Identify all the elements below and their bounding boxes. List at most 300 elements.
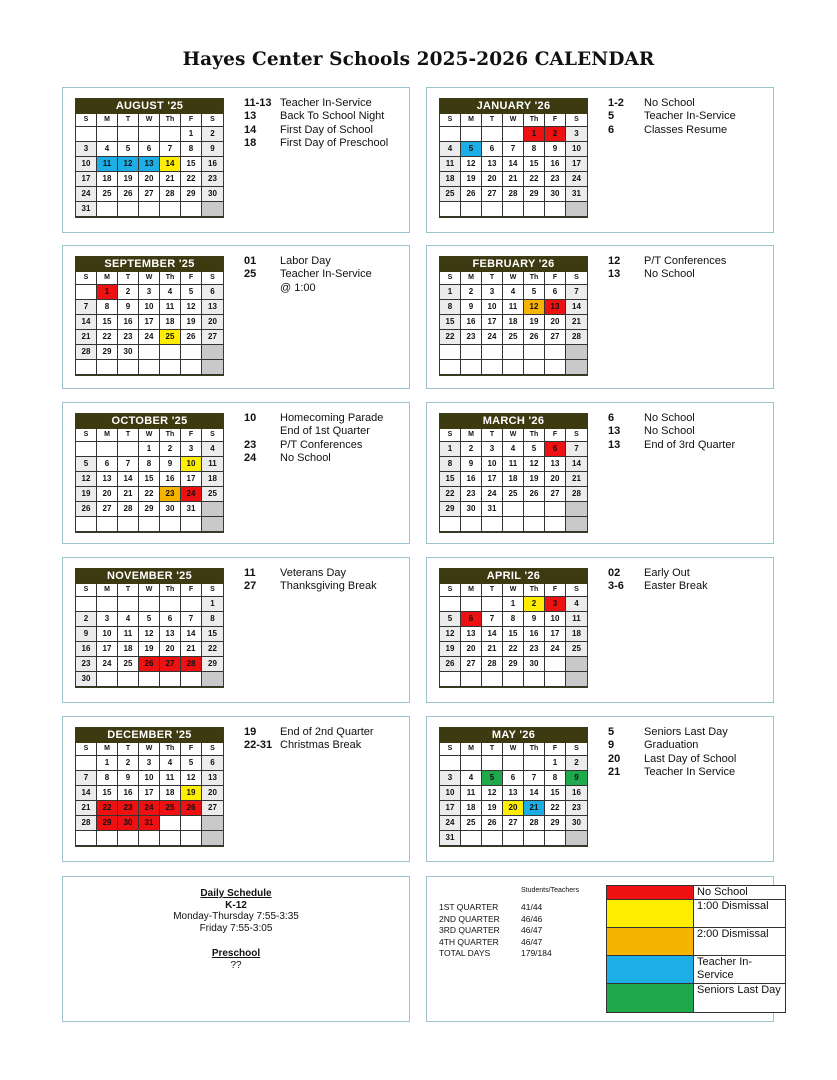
- calendar-day[interactable]: 25: [202, 487, 223, 502]
- calendar-day[interactable]: 15: [440, 315, 461, 330]
- calendar-day[interactable]: 24: [76, 187, 97, 202]
- calendar-day[interactable]: 11: [97, 157, 118, 172]
- calendar-day[interactable]: 21: [181, 642, 202, 657]
- calendar-day[interactable]: 28: [524, 816, 545, 831]
- calendar-day[interactable]: 7: [566, 442, 587, 457]
- calendar-day[interactable]: 9: [461, 300, 482, 315]
- calendar-day[interactable]: 22: [545, 801, 566, 816]
- calendar-day[interactable]: 2: [202, 127, 223, 142]
- calendar-day[interactable]: 25: [461, 816, 482, 831]
- calendar-day[interactable]: 13: [503, 786, 524, 801]
- calendar-day[interactable]: 31: [482, 502, 503, 517]
- calendar-day[interactable]: 27: [482, 187, 503, 202]
- calendar-day[interactable]: 2: [524, 597, 545, 612]
- calendar-day[interactable]: 3: [482, 442, 503, 457]
- calendar-day[interactable]: 24: [139, 330, 160, 345]
- calendar-day[interactable]: 21: [118, 487, 139, 502]
- calendar-day[interactable]: 12: [118, 157, 139, 172]
- calendar-day[interactable]: 15: [545, 786, 566, 801]
- calendar-day[interactable]: 6: [202, 756, 223, 771]
- calendar-day[interactable]: 12: [181, 300, 202, 315]
- calendar-day[interactable]: 2: [76, 612, 97, 627]
- calendar-day[interactable]: 6: [482, 142, 503, 157]
- calendar-day[interactable]: 3: [181, 442, 202, 457]
- calendar-day[interactable]: 11: [503, 300, 524, 315]
- calendar-day[interactable]: 2: [118, 285, 139, 300]
- calendar-day[interactable]: 14: [181, 627, 202, 642]
- calendar-day[interactable]: 5: [139, 612, 160, 627]
- calendar-day[interactable]: 4: [160, 285, 181, 300]
- calendar-day[interactable]: 25: [160, 330, 181, 345]
- calendar-day[interactable]: 16: [118, 786, 139, 801]
- calendar-day[interactable]: 26: [482, 816, 503, 831]
- calendar-day[interactable]: 29: [545, 816, 566, 831]
- calendar-day[interactable]: 14: [503, 157, 524, 172]
- calendar-day[interactable]: 2: [160, 442, 181, 457]
- calendar-day[interactable]: 27: [160, 657, 181, 672]
- calendar-day[interactable]: 17: [76, 172, 97, 187]
- calendar-day[interactable]: 1: [503, 597, 524, 612]
- calendar-day[interactable]: 27: [202, 330, 223, 345]
- calendar-day[interactable]: 25: [440, 187, 461, 202]
- calendar-day[interactable]: 4: [440, 142, 461, 157]
- calendar-day[interactable]: 27: [139, 187, 160, 202]
- calendar-day[interactable]: 24: [440, 816, 461, 831]
- calendar-day[interactable]: 25: [97, 187, 118, 202]
- calendar-day[interactable]: 8: [97, 771, 118, 786]
- calendar-day[interactable]: 1: [181, 127, 202, 142]
- calendar-day[interactable]: 18: [160, 315, 181, 330]
- calendar-day[interactable]: 6: [97, 457, 118, 472]
- calendar-day[interactable]: 29: [503, 657, 524, 672]
- calendar-day[interactable]: 30: [461, 502, 482, 517]
- calendar-day[interactable]: 22: [524, 172, 545, 187]
- calendar-day[interactable]: 10: [181, 457, 202, 472]
- calendar-day[interactable]: 27: [97, 502, 118, 517]
- calendar-day[interactable]: 30: [118, 345, 139, 360]
- calendar-day[interactable]: 2: [118, 756, 139, 771]
- calendar-day[interactable]: 15: [202, 627, 223, 642]
- calendar-day[interactable]: 28: [181, 657, 202, 672]
- calendar-day[interactable]: 5: [181, 756, 202, 771]
- calendar-day[interactable]: 5: [524, 285, 545, 300]
- calendar-day[interactable]: 2: [461, 442, 482, 457]
- calendar-day[interactable]: 6: [545, 285, 566, 300]
- calendar-day[interactable]: 18: [118, 642, 139, 657]
- calendar-day[interactable]: 28: [76, 816, 97, 831]
- calendar-day[interactable]: 18: [566, 627, 587, 642]
- calendar-day[interactable]: 3: [139, 756, 160, 771]
- calendar-day[interactable]: 17: [566, 157, 587, 172]
- calendar-day[interactable]: 12: [139, 627, 160, 642]
- calendar-day[interactable]: 29: [440, 502, 461, 517]
- calendar-day[interactable]: 7: [76, 300, 97, 315]
- calendar-day[interactable]: 12: [524, 457, 545, 472]
- calendar-day[interactable]: 10: [440, 786, 461, 801]
- calendar-day[interactable]: 11: [202, 457, 223, 472]
- calendar-day[interactable]: 30: [545, 187, 566, 202]
- calendar-day[interactable]: 31: [440, 831, 461, 846]
- calendar-day[interactable]: 30: [566, 816, 587, 831]
- calendar-day[interactable]: 16: [202, 157, 223, 172]
- calendar-day[interactable]: 1: [97, 756, 118, 771]
- calendar-day[interactable]: 9: [461, 457, 482, 472]
- calendar-day[interactable]: 7: [76, 771, 97, 786]
- calendar-day[interactable]: 27: [545, 330, 566, 345]
- calendar-day[interactable]: 25: [160, 801, 181, 816]
- calendar-day[interactable]: 28: [118, 502, 139, 517]
- calendar-day[interactable]: 6: [202, 285, 223, 300]
- calendar-day[interactable]: 10: [545, 612, 566, 627]
- calendar-day[interactable]: 21: [160, 172, 181, 187]
- calendar-day[interactable]: 15: [524, 157, 545, 172]
- calendar-day[interactable]: 6: [160, 612, 181, 627]
- calendar-day[interactable]: 12: [440, 627, 461, 642]
- calendar-day[interactable]: 12: [181, 771, 202, 786]
- calendar-day[interactable]: 19: [139, 642, 160, 657]
- calendar-day[interactable]: 24: [97, 657, 118, 672]
- calendar-day[interactable]: 16: [118, 315, 139, 330]
- calendar-day[interactable]: 2: [545, 127, 566, 142]
- calendar-day[interactable]: 23: [160, 487, 181, 502]
- calendar-day[interactable]: 5: [440, 612, 461, 627]
- calendar-day[interactable]: 10: [482, 300, 503, 315]
- calendar-day[interactable]: 15: [139, 472, 160, 487]
- calendar-day[interactable]: 20: [461, 642, 482, 657]
- calendar-day[interactable]: 6: [545, 442, 566, 457]
- calendar-day[interactable]: 17: [139, 315, 160, 330]
- calendar-day[interactable]: 2: [566, 756, 587, 771]
- calendar-day[interactable]: 15: [97, 786, 118, 801]
- calendar-day[interactable]: 13: [461, 627, 482, 642]
- calendar-day[interactable]: 19: [181, 786, 202, 801]
- calendar-day[interactable]: 22: [503, 642, 524, 657]
- calendar-day[interactable]: 21: [76, 330, 97, 345]
- calendar-day[interactable]: 10: [97, 627, 118, 642]
- calendar-day[interactable]: 7: [503, 142, 524, 157]
- calendar-day[interactable]: 10: [139, 771, 160, 786]
- calendar-day[interactable]: 8: [181, 142, 202, 157]
- calendar-day[interactable]: 17: [482, 315, 503, 330]
- calendar-day[interactable]: 5: [461, 142, 482, 157]
- calendar-day[interactable]: 21: [76, 801, 97, 816]
- calendar-day[interactable]: 18: [503, 472, 524, 487]
- calendar-day[interactable]: 5: [118, 142, 139, 157]
- calendar-day[interactable]: 9: [118, 771, 139, 786]
- calendar-day[interactable]: 1: [545, 756, 566, 771]
- calendar-day[interactable]: 1: [440, 442, 461, 457]
- calendar-day[interactable]: 31: [566, 187, 587, 202]
- calendar-day[interactable]: 7: [482, 612, 503, 627]
- calendar-day[interactable]: 25: [503, 487, 524, 502]
- calendar-day[interactable]: 17: [545, 627, 566, 642]
- calendar-day[interactable]: 19: [524, 472, 545, 487]
- calendar-day[interactable]: 20: [503, 801, 524, 816]
- calendar-day[interactable]: 26: [524, 487, 545, 502]
- calendar-day[interactable]: 3: [482, 285, 503, 300]
- calendar-day[interactable]: 18: [97, 172, 118, 187]
- calendar-day[interactable]: 8: [440, 457, 461, 472]
- calendar-day[interactable]: 20: [202, 315, 223, 330]
- calendar-day[interactable]: 24: [482, 487, 503, 502]
- calendar-day[interactable]: 22: [440, 487, 461, 502]
- calendar-day[interactable]: 29: [524, 187, 545, 202]
- calendar-day[interactable]: 26: [76, 502, 97, 517]
- calendar-day[interactable]: 6: [139, 142, 160, 157]
- calendar-day[interactable]: 9: [118, 300, 139, 315]
- calendar-day[interactable]: 5: [181, 285, 202, 300]
- calendar-day[interactable]: 16: [545, 157, 566, 172]
- calendar-day[interactable]: 21: [482, 642, 503, 657]
- calendar-day[interactable]: 4: [503, 285, 524, 300]
- calendar-day[interactable]: 18: [440, 172, 461, 187]
- calendar-day[interactable]: 26: [461, 187, 482, 202]
- calendar-day[interactable]: 4: [160, 756, 181, 771]
- calendar-day[interactable]: 11: [566, 612, 587, 627]
- calendar-day[interactable]: 1: [440, 285, 461, 300]
- calendar-day[interactable]: 19: [181, 315, 202, 330]
- calendar-day[interactable]: 11: [461, 786, 482, 801]
- calendar-day[interactable]: 27: [461, 657, 482, 672]
- calendar-day[interactable]: 20: [482, 172, 503, 187]
- calendar-day[interactable]: 20: [160, 642, 181, 657]
- calendar-day[interactable]: 3: [566, 127, 587, 142]
- calendar-day[interactable]: 29: [139, 502, 160, 517]
- calendar-day[interactable]: 8: [440, 300, 461, 315]
- calendar-day[interactable]: 4: [202, 442, 223, 457]
- calendar-day[interactable]: 22: [97, 330, 118, 345]
- calendar-day[interactable]: 21: [503, 172, 524, 187]
- calendar-day[interactable]: 7: [524, 771, 545, 786]
- calendar-day[interactable]: 16: [76, 642, 97, 657]
- calendar-day[interactable]: 15: [440, 472, 461, 487]
- calendar-day[interactable]: 31: [181, 502, 202, 517]
- calendar-day[interactable]: 4: [118, 612, 139, 627]
- calendar-day[interactable]: 30: [202, 187, 223, 202]
- calendar-day[interactable]: 3: [76, 142, 97, 157]
- calendar-day[interactable]: 6: [461, 612, 482, 627]
- calendar-day[interactable]: 1: [202, 597, 223, 612]
- calendar-day[interactable]: 11: [503, 457, 524, 472]
- calendar-day[interactable]: 3: [545, 597, 566, 612]
- calendar-day[interactable]: 22: [97, 801, 118, 816]
- calendar-day[interactable]: 16: [566, 786, 587, 801]
- calendar-day[interactable]: 14: [76, 786, 97, 801]
- calendar-day[interactable]: 27: [503, 816, 524, 831]
- calendar-day[interactable]: 7: [160, 142, 181, 157]
- calendar-day[interactable]: 14: [566, 457, 587, 472]
- calendar-day[interactable]: 1: [139, 442, 160, 457]
- calendar-day[interactable]: 7: [118, 457, 139, 472]
- calendar-day[interactable]: 23: [461, 487, 482, 502]
- calendar-day[interactable]: 11: [160, 771, 181, 786]
- calendar-day[interactable]: 29: [97, 816, 118, 831]
- calendar-day[interactable]: 20: [202, 786, 223, 801]
- calendar-day[interactable]: 27: [202, 801, 223, 816]
- calendar-day[interactable]: 19: [524, 315, 545, 330]
- calendar-day[interactable]: 27: [545, 487, 566, 502]
- calendar-day[interactable]: 10: [76, 157, 97, 172]
- calendar-day[interactable]: 18: [503, 315, 524, 330]
- calendar-day[interactable]: 21: [524, 801, 545, 816]
- calendar-day[interactable]: 30: [160, 502, 181, 517]
- calendar-day[interactable]: 14: [482, 627, 503, 642]
- calendar-day[interactable]: 13: [139, 157, 160, 172]
- calendar-day[interactable]: 21: [566, 472, 587, 487]
- calendar-day[interactable]: 28: [503, 187, 524, 202]
- calendar-day[interactable]: 12: [524, 300, 545, 315]
- calendar-day[interactable]: 14: [118, 472, 139, 487]
- calendar-day[interactable]: 5: [524, 442, 545, 457]
- calendar-day[interactable]: 9: [524, 612, 545, 627]
- calendar-day[interactable]: 11: [118, 627, 139, 642]
- calendar-day[interactable]: 14: [524, 786, 545, 801]
- calendar-day[interactable]: 26: [524, 330, 545, 345]
- calendar-day[interactable]: 12: [461, 157, 482, 172]
- calendar-day[interactable]: 18: [202, 472, 223, 487]
- calendar-day[interactable]: 23: [76, 657, 97, 672]
- calendar-day[interactable]: 11: [440, 157, 461, 172]
- calendar-day[interactable]: 4: [461, 771, 482, 786]
- calendar-day[interactable]: 20: [545, 315, 566, 330]
- calendar-day[interactable]: 4: [566, 597, 587, 612]
- calendar-day[interactable]: 30: [76, 672, 97, 687]
- calendar-day[interactable]: 4: [97, 142, 118, 157]
- calendar-day[interactable]: 9: [76, 627, 97, 642]
- calendar-day[interactable]: 13: [482, 157, 503, 172]
- calendar-day[interactable]: 15: [503, 627, 524, 642]
- calendar-day[interactable]: 13: [202, 300, 223, 315]
- calendar-day[interactable]: 2: [461, 285, 482, 300]
- calendar-day[interactable]: 16: [524, 627, 545, 642]
- calendar-day[interactable]: 30: [118, 816, 139, 831]
- calendar-day[interactable]: 26: [181, 330, 202, 345]
- calendar-day[interactable]: 28: [160, 187, 181, 202]
- calendar-day[interactable]: 28: [566, 330, 587, 345]
- calendar-day[interactable]: 18: [160, 786, 181, 801]
- calendar-day[interactable]: 16: [461, 315, 482, 330]
- calendar-day[interactable]: 20: [545, 472, 566, 487]
- calendar-day[interactable]: 7: [181, 612, 202, 627]
- calendar-day[interactable]: 8: [524, 142, 545, 157]
- calendar-day[interactable]: 9: [202, 142, 223, 157]
- calendar-day[interactable]: 13: [160, 627, 181, 642]
- calendar-day[interactable]: 18: [461, 801, 482, 816]
- calendar-day[interactable]: 1: [97, 285, 118, 300]
- calendar-day[interactable]: 10: [139, 300, 160, 315]
- calendar-day[interactable]: 17: [139, 786, 160, 801]
- calendar-day[interactable]: 8: [545, 771, 566, 786]
- calendar-day[interactable]: 28: [566, 487, 587, 502]
- calendar-day[interactable]: 17: [181, 472, 202, 487]
- calendar-day[interactable]: 22: [139, 487, 160, 502]
- calendar-day[interactable]: 23: [118, 330, 139, 345]
- calendar-day[interactable]: 24: [566, 172, 587, 187]
- calendar-day[interactable]: 10: [482, 457, 503, 472]
- calendar-day[interactable]: 3: [440, 771, 461, 786]
- calendar-day[interactable]: 8: [503, 612, 524, 627]
- calendar-day[interactable]: 15: [181, 157, 202, 172]
- calendar-day[interactable]: 8: [202, 612, 223, 627]
- calendar-day[interactable]: 26: [118, 187, 139, 202]
- calendar-day[interactable]: 15: [97, 315, 118, 330]
- calendar-day[interactable]: 14: [566, 300, 587, 315]
- calendar-day[interactable]: 29: [202, 657, 223, 672]
- calendar-day[interactable]: 12: [482, 786, 503, 801]
- calendar-day[interactable]: 14: [160, 157, 181, 172]
- calendar-day[interactable]: 22: [440, 330, 461, 345]
- calendar-day[interactable]: 23: [461, 330, 482, 345]
- calendar-day[interactable]: 22: [181, 172, 202, 187]
- calendar-day[interactable]: 26: [440, 657, 461, 672]
- calendar-day[interactable]: 28: [482, 657, 503, 672]
- calendar-day[interactable]: 9: [566, 771, 587, 786]
- calendar-day[interactable]: 13: [97, 472, 118, 487]
- calendar-day[interactable]: 12: [76, 472, 97, 487]
- calendar-day[interactable]: 30: [524, 657, 545, 672]
- calendar-day[interactable]: 4: [503, 442, 524, 457]
- calendar-day[interactable]: 19: [76, 487, 97, 502]
- calendar-day[interactable]: 13: [545, 300, 566, 315]
- calendar-day[interactable]: 10: [566, 142, 587, 157]
- calendar-day[interactable]: 19: [118, 172, 139, 187]
- calendar-day[interactable]: 24: [139, 801, 160, 816]
- calendar-day[interactable]: 23: [524, 642, 545, 657]
- calendar-day[interactable]: 13: [202, 771, 223, 786]
- calendar-day[interactable]: 16: [160, 472, 181, 487]
- calendar-day[interactable]: 20: [97, 487, 118, 502]
- calendar-day[interactable]: 29: [181, 187, 202, 202]
- calendar-day[interactable]: 23: [545, 172, 566, 187]
- calendar-day[interactable]: 11: [160, 300, 181, 315]
- calendar-day[interactable]: 26: [181, 801, 202, 816]
- calendar-day[interactable]: 6: [503, 771, 524, 786]
- calendar-day[interactable]: 22: [202, 642, 223, 657]
- calendar-day[interactable]: 24: [181, 487, 202, 502]
- calendar-day[interactable]: 31: [139, 816, 160, 831]
- calendar-day[interactable]: 25: [566, 642, 587, 657]
- calendar-day[interactable]: 23: [566, 801, 587, 816]
- calendar-day[interactable]: 8: [97, 300, 118, 315]
- calendar-day[interactable]: 9: [545, 142, 566, 157]
- calendar-day[interactable]: 26: [139, 657, 160, 672]
- calendar-day[interactable]: 24: [545, 642, 566, 657]
- calendar-day[interactable]: 31: [76, 202, 97, 217]
- calendar-day[interactable]: 24: [482, 330, 503, 345]
- calendar-day[interactable]: 3: [97, 612, 118, 627]
- calendar-day[interactable]: 17: [440, 801, 461, 816]
- calendar-day[interactable]: 20: [139, 172, 160, 187]
- calendar-day[interactable]: 5: [76, 457, 97, 472]
- calendar-day[interactable]: 23: [118, 801, 139, 816]
- calendar-day[interactable]: 7: [566, 285, 587, 300]
- calendar-day[interactable]: 5: [482, 771, 503, 786]
- calendar-day[interactable]: 29: [97, 345, 118, 360]
- calendar-day[interactable]: 16: [461, 472, 482, 487]
- calendar-day[interactable]: 9: [160, 457, 181, 472]
- calendar-day[interactable]: 13: [545, 457, 566, 472]
- calendar-day[interactable]: 19: [461, 172, 482, 187]
- calendar-day[interactable]: 8: [139, 457, 160, 472]
- calendar-day[interactable]: 25: [118, 657, 139, 672]
- calendar-day[interactable]: 21: [566, 315, 587, 330]
- calendar-day[interactable]: 3: [139, 285, 160, 300]
- calendar-day[interactable]: 14: [76, 315, 97, 330]
- calendar-day[interactable]: 19: [482, 801, 503, 816]
- calendar-day[interactable]: 17: [482, 472, 503, 487]
- calendar-day[interactable]: 1: [524, 127, 545, 142]
- calendar-day[interactable]: 25: [503, 330, 524, 345]
